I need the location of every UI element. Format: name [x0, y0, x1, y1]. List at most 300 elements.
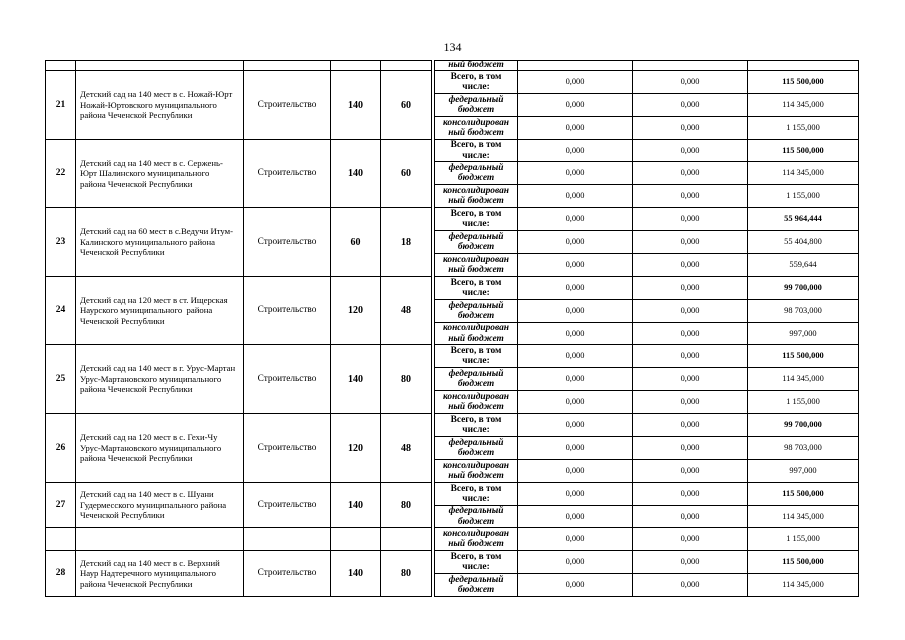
- cell-funding-label: [434, 70, 518, 94]
- amount-value: 1 155,000: [786, 123, 820, 132]
- cell-value: [517, 70, 633, 94]
- amount-value: 99 700,000: [784, 283, 822, 292]
- funding-label-line: числе:: [462, 288, 490, 298]
- entry-work-type: Строительство: [257, 99, 317, 110]
- funding-label-line: консолидирован: [443, 460, 509, 471]
- funding-label-line: ный бюджет: [448, 402, 504, 412]
- amount-value: 0,000: [565, 100, 585, 109]
- funding-label-line: числе:: [462, 82, 490, 92]
- cell-number: [45, 70, 76, 140]
- cell-funding-label: [434, 344, 518, 368]
- cell-value: [747, 184, 859, 208]
- cell-name: [75, 344, 244, 414]
- entry-number: 23: [55, 236, 66, 247]
- amount-value: 0,000: [565, 466, 585, 475]
- entry-name-line: Детский сад на 140 мест в с. Ножай-Юрт: [80, 89, 233, 100]
- entry-number: 25: [55, 373, 66, 384]
- amount-value: 0,000: [680, 168, 700, 177]
- amount-value: 0,000: [680, 351, 700, 360]
- entry-number: 26: [55, 442, 66, 453]
- entry-work-type: Строительство: [257, 568, 317, 578]
- cell-value: [632, 230, 748, 254]
- cell-value: [517, 527, 633, 551]
- cell-value: [632, 276, 748, 300]
- amount-value: 0,000: [680, 77, 700, 86]
- cell-value: [632, 344, 748, 368]
- funding-label-line: бюджет: [457, 242, 495, 252]
- amount-value: 0,000: [565, 168, 585, 177]
- cell-value: [747, 139, 859, 162]
- cell-col5: [380, 276, 432, 345]
- cell-value: [747, 550, 859, 574]
- amount-value: 0,000: [565, 145, 585, 155]
- amount-value: 0,000: [680, 145, 700, 155]
- cell-funding-label: [434, 253, 518, 277]
- entry-col4: 140: [348, 168, 363, 179]
- amount-value: 115 500,000: [782, 145, 824, 155]
- amount-value: 98 703,000: [784, 306, 822, 315]
- cell-col4: [330, 70, 381, 140]
- funding-label-line: числе:: [462, 219, 490, 229]
- funding-label-line: консолидирован: [443, 117, 509, 128]
- entry-name-line: Юрт Шалинского муниципального: [80, 168, 210, 179]
- cell-value: [747, 161, 859, 185]
- entry-name-line: Детский сад на 140 мест в с. Сержень-: [80, 157, 223, 168]
- entry-name-line: Наурского муниципального района: [80, 305, 213, 316]
- entry-work-type: Строительство: [257, 305, 317, 315]
- cell-name: [75, 276, 244, 345]
- entry-col5: 48: [401, 442, 411, 454]
- funding-label-line: Всего, в том: [450, 345, 502, 356]
- cell-funding-label: [434, 230, 518, 254]
- cell-value: [517, 207, 633, 231]
- funding-label-line: числе:: [462, 494, 490, 504]
- entry-number: 24: [55, 305, 66, 315]
- cell-value: [747, 482, 859, 506]
- amount-value: 0,000: [680, 397, 700, 406]
- cell-funding-label: [434, 139, 518, 162]
- amount-value: 0,000: [680, 100, 700, 109]
- amount-value: 997,000: [789, 328, 817, 338]
- cell-col4: [330, 344, 381, 414]
- funding-label-line: Всего, в том: [450, 208, 502, 219]
- cell-value: [632, 573, 748, 597]
- funding-label-line: бюджет: [457, 516, 495, 527]
- cell-funding-label: [434, 436, 518, 460]
- funding-label-line: бюджет: [457, 173, 495, 183]
- cell-col5: [380, 413, 432, 483]
- funding-label-line: числе:: [462, 425, 490, 435]
- cell-value: [517, 322, 633, 345]
- cell-value: [747, 413, 859, 437]
- cell-value: [517, 344, 633, 368]
- entry-name-line: Детский сад на 120 мест в ст. Ищерская: [80, 294, 228, 305]
- amount-value: 0,000: [565, 123, 585, 132]
- cell-work-type: [243, 482, 331, 528]
- cell-funding-label: [434, 207, 518, 231]
- entry-col4: 140: [348, 499, 363, 511]
- cell-col5: [380, 527, 432, 551]
- amount-value: 114 345,000: [782, 100, 824, 109]
- cell-value: [517, 93, 633, 117]
- amount-value: 0,000: [680, 260, 700, 269]
- amount-value: 0,000: [565, 534, 585, 543]
- cell-value: [517, 482, 633, 506]
- cell-value: [632, 459, 748, 483]
- cell-name: [75, 482, 244, 528]
- cell-funding-label: [434, 550, 518, 574]
- entry-name-line: Чеченской Республики: [80, 247, 165, 258]
- amount-value: 0,000: [565, 306, 585, 315]
- cell-value: [747, 322, 859, 345]
- amount-value: 0,000: [565, 283, 585, 292]
- funding-label-line: бюджет: [457, 311, 495, 321]
- cell-funding-label: [434, 93, 518, 117]
- cell-col4: [330, 276, 381, 345]
- funding-label-line: числе:: [462, 562, 490, 572]
- cell-value: [632, 139, 748, 162]
- cell-value: [517, 299, 633, 323]
- cell-funding-label: [434, 390, 518, 414]
- cell-work-type: [243, 413, 331, 483]
- cell-name: [75, 70, 244, 140]
- entry-name-line: района Чеченской Республики: [80, 110, 193, 121]
- amount-value: 559,644: [789, 260, 817, 269]
- cell-value: [632, 413, 748, 437]
- funding-label-line: Всего, в том: [450, 483, 502, 494]
- cell-value: [517, 230, 633, 254]
- amount-value: 0,000: [680, 328, 700, 338]
- cell-funding-label: [434, 367, 518, 391]
- cell-funding-label: [434, 161, 518, 185]
- cell-name: [75, 413, 244, 483]
- entry-number: 21: [55, 99, 66, 110]
- entry-work-type: Строительство: [257, 168, 317, 178]
- funding-label-line: ный бюджет: [448, 196, 504, 206]
- cell-value: [632, 207, 748, 231]
- entry-col5: 48: [401, 305, 411, 316]
- cell-work-type: [243, 344, 331, 414]
- cell-number: [45, 550, 76, 597]
- cell-funding-label: [434, 505, 518, 528]
- cell-col5: [380, 207, 432, 277]
- cell-value: [747, 436, 859, 460]
- cell-value: [517, 459, 633, 483]
- entry-col4: 60: [350, 236, 361, 248]
- cell-value: [517, 184, 633, 208]
- cell-col4: [330, 139, 381, 208]
- cell-value: [747, 116, 859, 140]
- amount-value: 0,000: [680, 374, 700, 383]
- amount-value: 0,000: [680, 306, 700, 315]
- cell-value: [747, 367, 859, 391]
- entry-name-line: Наур Надтеречного муниципального: [80, 568, 216, 579]
- cell-col4: [330, 482, 381, 528]
- funding-label-line: ный бюджет: [448, 539, 504, 549]
- cell-value: [517, 253, 633, 277]
- cell-value: [632, 550, 748, 574]
- cell-number: [45, 276, 76, 345]
- entry-name-line: Ножай-Юртовского муниципального: [80, 99, 217, 110]
- cell-value: [632, 299, 748, 323]
- cell-name: [75, 207, 244, 277]
- cell-number: [45, 139, 76, 208]
- cell-work-type: [243, 550, 331, 597]
- cell-value: [747, 527, 859, 551]
- amount-value: 0,000: [680, 191, 700, 200]
- funding-label-line: Всего, в том: [450, 551, 502, 562]
- cell-col5: [380, 550, 432, 597]
- funding-label-line: консолидирован: [443, 391, 509, 402]
- amount-value: 0,000: [565, 489, 585, 498]
- cell-number: [45, 207, 76, 277]
- funding-label-line: Всего, в том: [450, 277, 502, 288]
- cell-col5: [380, 344, 432, 414]
- funding-label-line: консолидирован: [443, 254, 509, 265]
- amount-value: 0,000: [565, 328, 585, 338]
- entry-name-line: Детский сад на 120 мест в с. Гехи-Чу: [80, 432, 218, 443]
- entry-work-type: Строительство: [257, 499, 317, 510]
- amount-value: 1 155,000: [786, 191, 820, 200]
- cell-value: [632, 253, 748, 277]
- entry-col5: 60: [401, 168, 411, 179]
- funding-label-line: федеральный: [448, 506, 504, 517]
- entry-col5: 18: [401, 236, 411, 248]
- cell-value: [517, 390, 633, 414]
- amount-value: 114 345,000: [782, 374, 824, 383]
- funding-label-line: консолидирован: [443, 185, 509, 196]
- page-number: 134: [443, 40, 462, 54]
- cell-value: [632, 70, 748, 94]
- entry-name-line: Урус-Мартановского муниципального: [80, 442, 222, 453]
- cell-value: [632, 93, 748, 117]
- cell-value: [632, 482, 748, 506]
- cell-col4: [330, 527, 381, 551]
- cell-number: [45, 482, 76, 528]
- cell-value: [747, 344, 859, 368]
- cell-funding-label: [434, 459, 518, 483]
- entry-number: 27: [55, 499, 66, 510]
- funding-label-line: ный бюджет: [448, 128, 504, 138]
- cell-col5: [380, 139, 432, 208]
- entry-name-line: Гудермесского муниципального района: [80, 499, 227, 510]
- cell-value: [632, 116, 748, 140]
- funding-label-line: консолидирован: [443, 323, 509, 334]
- entry-name-line: Чеченской Республики: [80, 315, 165, 326]
- amount-value: 0,000: [565, 580, 585, 589]
- funding-label-line: консолидирован: [443, 528, 509, 539]
- amount-value: 0,000: [565, 397, 585, 406]
- amount-value: 0,000: [565, 351, 585, 360]
- cell-funding-label: [434, 299, 518, 323]
- amount-value: 0,000: [565, 214, 585, 223]
- cell-value: [632, 527, 748, 551]
- cell-number: [45, 413, 76, 483]
- cell-value: [517, 139, 633, 162]
- amount-value: 0,000: [680, 283, 700, 292]
- funding-label-line: числе:: [462, 356, 490, 366]
- amount-value: 0,000: [680, 214, 700, 223]
- funding-label-line: бюджет: [457, 448, 495, 458]
- cell-value: [632, 505, 748, 528]
- funding-label-line: федеральный: [448, 437, 504, 448]
- amount-value: 0,000: [565, 374, 585, 383]
- amount-value: 0,000: [680, 557, 700, 566]
- cell-value: [747, 93, 859, 117]
- amount-value: 0,000: [565, 443, 585, 452]
- entry-name-line: Детский сад на 140 мест в с. Шуани: [80, 489, 214, 500]
- cell-value: [632, 436, 748, 460]
- amount-value: 0,000: [565, 260, 585, 269]
- cell-value: [517, 573, 633, 597]
- amount-value: 0,000: [565, 420, 585, 429]
- funding-label-line: бюджет: [457, 379, 495, 389]
- cell-col4: [330, 413, 381, 483]
- cell-value: [747, 70, 859, 94]
- cell-value: [517, 367, 633, 391]
- amount-value: 115 500,000: [782, 351, 824, 360]
- funding-label-line: ный бюджет: [448, 265, 504, 275]
- entry-name-line: Урус-Мартановского муниципального: [80, 373, 222, 384]
- cell-col5: [380, 70, 432, 140]
- amount-value: 0,000: [680, 466, 700, 475]
- amount-value: 1 155,000: [786, 534, 820, 543]
- cell-funding-label: [434, 573, 518, 597]
- cell-value: [517, 161, 633, 185]
- amount-value: 0,000: [565, 77, 585, 86]
- entry-col5: 80: [401, 568, 411, 579]
- cell-funding-label: [434, 276, 518, 300]
- amount-value: 55 964,444: [784, 214, 822, 223]
- entry-name-line: Калинского муниципального района: [80, 236, 215, 247]
- entry-col4: 140: [348, 568, 363, 579]
- cell-value: [632, 367, 748, 391]
- amount-value: 115 500,000: [782, 77, 824, 86]
- cell-funding-label: [434, 116, 518, 140]
- amount-value: 114 345,000: [782, 168, 824, 177]
- entry-col4: 120: [348, 305, 363, 316]
- amount-value: 114 345,000: [782, 580, 824, 589]
- funding-label-line: ный бюджет: [448, 60, 504, 71]
- entry-work-type: Строительство: [257, 442, 317, 453]
- amount-value: 0,000: [680, 489, 700, 498]
- cell-number: [45, 527, 76, 551]
- amount-value: 55 404,800: [784, 237, 822, 246]
- amount-value: 0,000: [565, 237, 585, 246]
- cell-value: [517, 116, 633, 140]
- cell-value: [747, 299, 859, 323]
- entry-col5: 80: [401, 499, 411, 511]
- cell-col5: [380, 482, 432, 528]
- amount-value: 1 155,000: [786, 397, 820, 406]
- cell-value: [517, 276, 633, 300]
- entry-name-line: Детский сад на 140 мест в г. Урус-Мартан: [80, 363, 236, 374]
- entry-name-line: района Чеченской Республики: [80, 578, 193, 589]
- cell-work-type: [243, 276, 331, 345]
- amount-value: 997,000: [789, 466, 817, 475]
- amount-value: 99 700,000: [784, 420, 822, 429]
- funding-label-line: ный бюджет: [448, 333, 504, 344]
- cell-funding-label: [434, 413, 518, 437]
- amount-value: 0,000: [680, 237, 700, 246]
- cell-value: [747, 459, 859, 483]
- funding-label-line: бюджет: [457, 585, 495, 595]
- cell-col4: [330, 207, 381, 277]
- amount-value: 115 500,000: [782, 489, 824, 498]
- funding-label-line: федеральный: [448, 162, 504, 173]
- funding-label-line: Всего, в том: [450, 71, 502, 82]
- entry-col4: 140: [348, 373, 363, 385]
- cell-funding-label: [434, 482, 518, 506]
- entry-name-line: Чеченской Республики: [80, 510, 165, 521]
- amount-value: 114 345,000: [782, 511, 824, 521]
- entry-name-line: Детский сад на 60 мест в с.Ведучи Итум-: [80, 226, 234, 237]
- cell-work-type: [243, 527, 331, 551]
- cell-work-type: [243, 139, 331, 208]
- amount-value: 0,000: [565, 511, 585, 521]
- funding-label-line: федеральный: [448, 231, 504, 242]
- cell-value: [747, 390, 859, 414]
- cell-value: [517, 436, 633, 460]
- cell-value: [747, 253, 859, 277]
- amount-value: 0,000: [680, 443, 700, 452]
- cell-value: [632, 161, 748, 185]
- entry-col5: 80: [401, 373, 411, 385]
- entry-number: 28: [55, 568, 66, 578]
- entry-name-line: Детский сад на 140 мест в с. Верхний: [80, 557, 220, 568]
- amount-value: 0,000: [680, 580, 700, 589]
- cell-value: [747, 230, 859, 254]
- cell-name: [75, 527, 244, 551]
- funding-label-line: числе:: [462, 150, 490, 161]
- cell-value: [517, 413, 633, 437]
- funding-label-line: федеральный: [448, 94, 504, 105]
- entry-name-line: района Чеченской Республики: [80, 384, 193, 395]
- cell-value: [632, 184, 748, 208]
- amount-value: 0,000: [680, 511, 700, 521]
- entry-name-line: района Чеченской Республики: [80, 178, 193, 189]
- cell-value: [747, 505, 859, 528]
- cell-col4: [330, 550, 381, 597]
- entry-col4: 120: [348, 442, 363, 454]
- amount-value: 0,000: [680, 534, 700, 543]
- funding-label-line: федеральный: [448, 574, 504, 585]
- amount-value: 0,000: [680, 420, 700, 429]
- cell-value: [632, 390, 748, 414]
- cell-name: [75, 139, 244, 208]
- cell-value: [632, 322, 748, 345]
- cell-number: [45, 344, 76, 414]
- cell-value: [747, 207, 859, 231]
- entry-number: 22: [55, 168, 66, 178]
- amount-value: 0,000: [565, 191, 585, 200]
- cell-value: [747, 573, 859, 597]
- entry-col4: 140: [348, 99, 363, 111]
- funding-label-line: Всего, в том: [450, 414, 502, 425]
- amount-value: 0,000: [565, 557, 585, 566]
- funding-label-line: федеральный: [448, 368, 504, 379]
- cell-work-type: [243, 70, 331, 140]
- cell-funding-label: [434, 184, 518, 208]
- funding-label-line: федеральный: [448, 300, 504, 311]
- cell-work-type: [243, 207, 331, 277]
- cell-funding-label: [434, 322, 518, 345]
- amount-value: 98 703,000: [784, 443, 822, 452]
- entry-work-type: Строительство: [257, 236, 317, 247]
- cell-funding-label: [434, 527, 518, 551]
- cell-value: [517, 505, 633, 528]
- funding-label-line: ный бюджет: [448, 471, 504, 481]
